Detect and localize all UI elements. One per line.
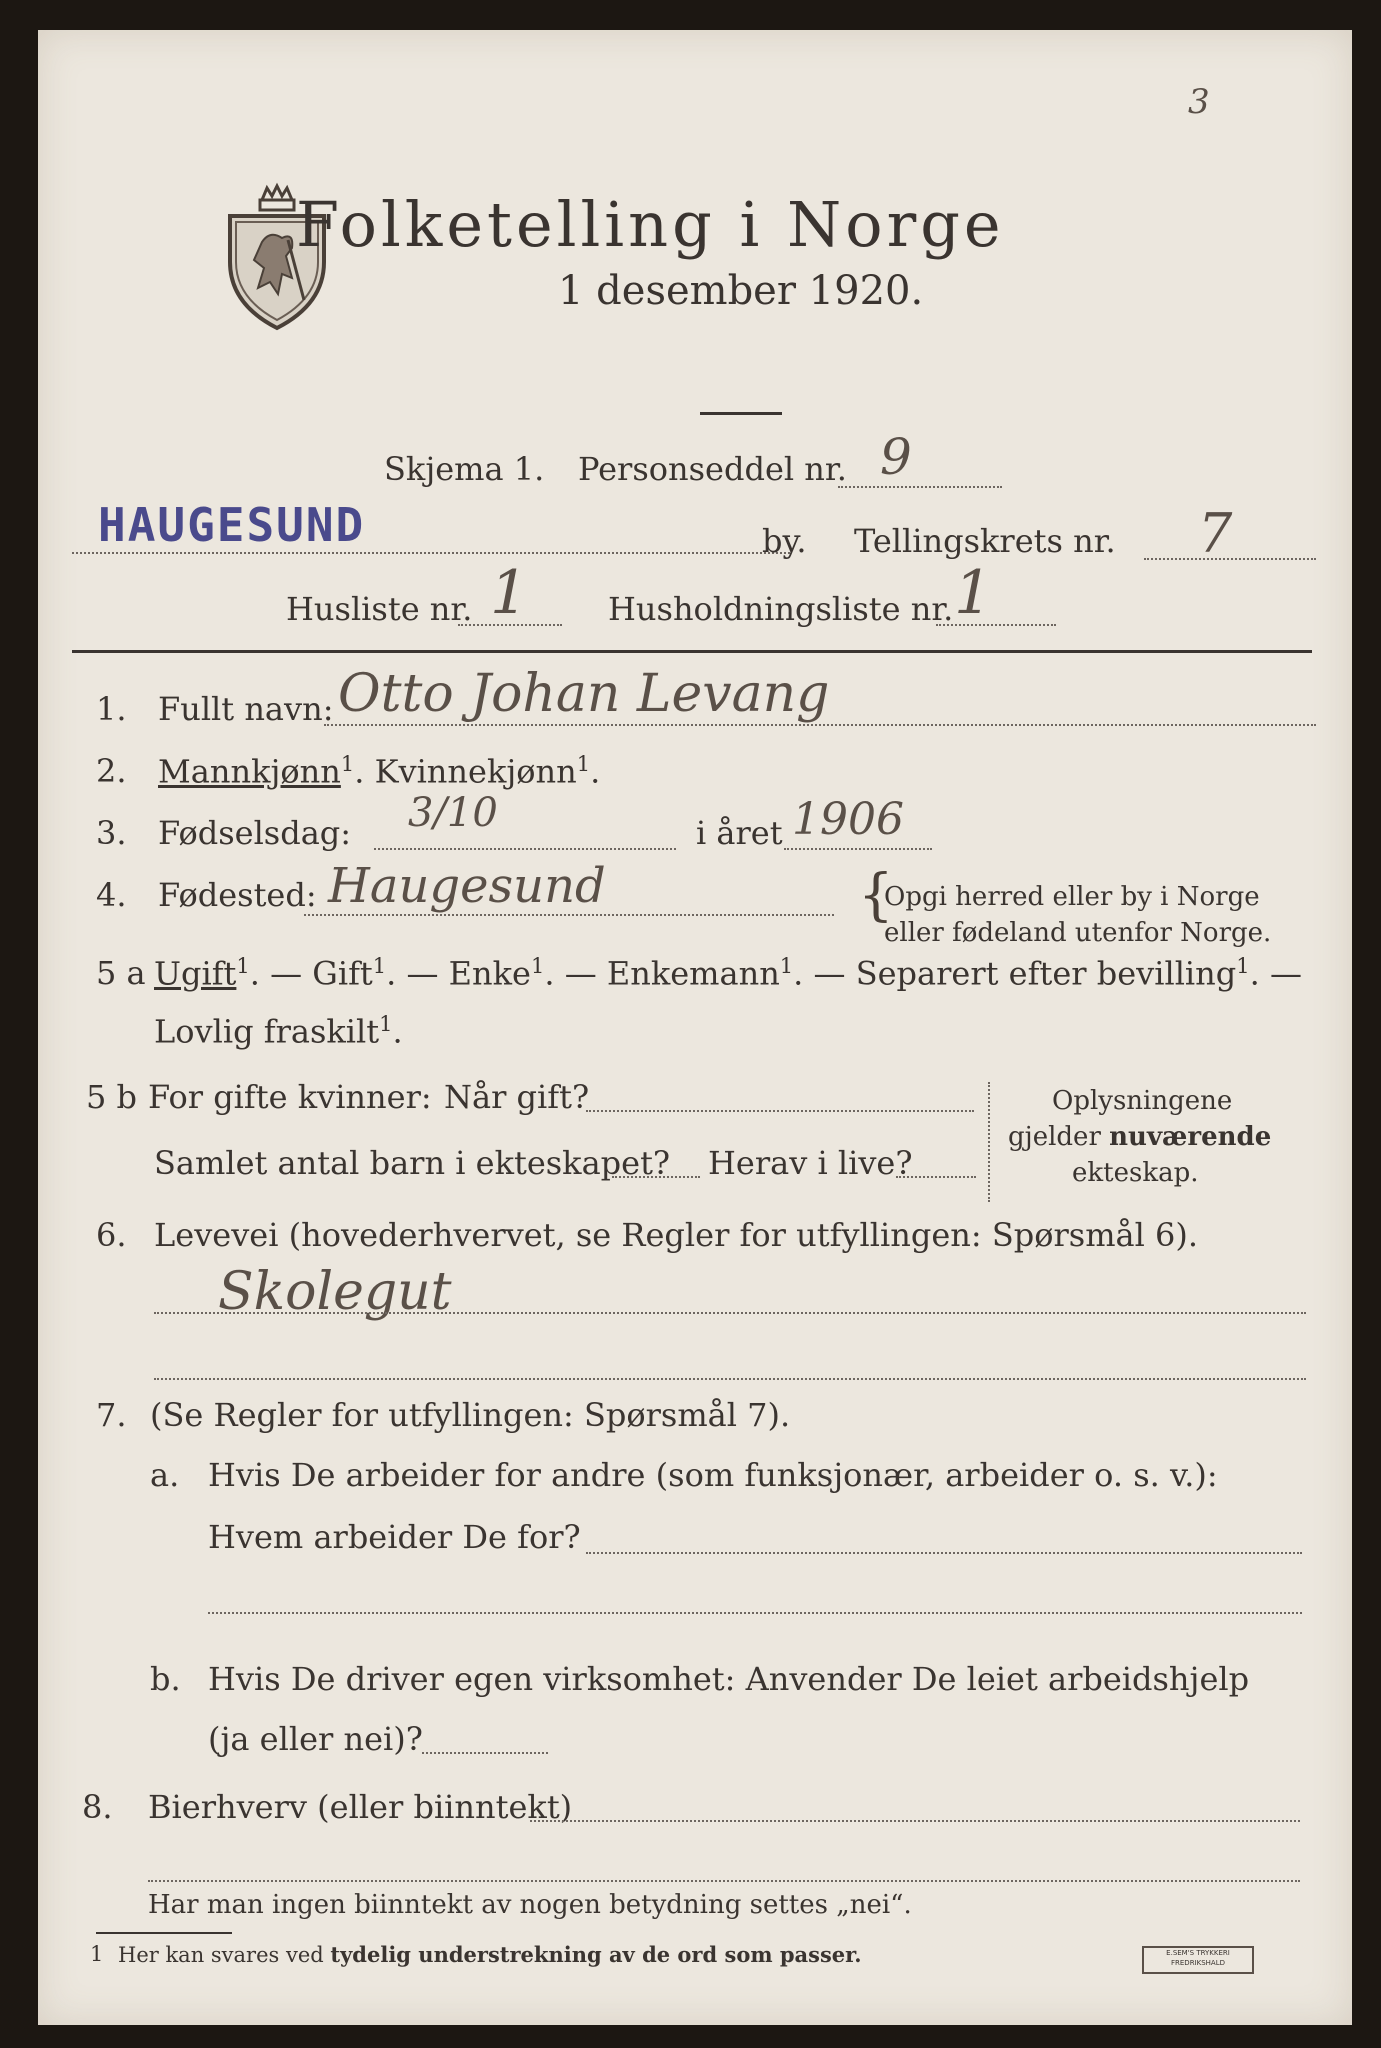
q4-number: 4. bbox=[96, 876, 127, 914]
q5b-samlet: Samlet antal barn i ekteskapet? bbox=[154, 1144, 671, 1182]
q7a-letter: a. bbox=[150, 1456, 180, 1494]
q5b-note-line2: gjelder nuværende bbox=[1008, 1122, 1272, 1152]
husholdning-value: 1 bbox=[954, 558, 993, 628]
q1-full-name: Otto Johan Levang bbox=[338, 664, 830, 724]
q4-brace: { bbox=[858, 863, 894, 928]
personseddel-label: Personseddel nr. bbox=[578, 450, 847, 488]
q5b-separator bbox=[988, 1082, 991, 1202]
q6-line2 bbox=[154, 1378, 1306, 1380]
city-stamp: HAUGESUND bbox=[98, 498, 366, 552]
q7a-line1: Hvis De arbeider for andre (som funksjonær, arbeider o. s. v.): bbox=[208, 1456, 1218, 1494]
personseddel-line bbox=[838, 486, 1002, 488]
footnote-number: 1 bbox=[90, 1942, 104, 1966]
husholdning-label: Husholdningsliste nr. bbox=[608, 590, 954, 628]
biinntekt-note: Har man ingen biinntekt av nogen betydning settes „nei“. bbox=[148, 1890, 912, 1920]
q6-occupation: Skolegut bbox=[218, 1262, 452, 1322]
q1-number: 1. bbox=[96, 690, 127, 728]
q5b-note-line1: Oplysningene bbox=[1052, 1086, 1233, 1116]
husliste-value: 1 bbox=[490, 558, 529, 628]
q5a-marital-options: Ugift$^1$. — Gift$^1$. — Enke$^1$. — Enkemann$^1$. — Separert efter bevilling$^1$. — bbox=[154, 954, 1302, 993]
census-date: 1 desember 1920. bbox=[558, 268, 924, 314]
q5b-number: 5 b bbox=[86, 1078, 138, 1116]
q5b-note-line3: ekteskap. bbox=[1072, 1158, 1199, 1188]
q4-note-line2: eller fødeland utenfor Norge. bbox=[884, 918, 1272, 948]
q5a-number: 5 a bbox=[96, 954, 146, 992]
q5a-lovlig: Lovlig fraskilt$^1$. bbox=[154, 1012, 403, 1051]
option-male: Mannkjønn bbox=[158, 752, 341, 791]
header-rule bbox=[72, 650, 1312, 653]
page-mark: 3 bbox=[1188, 82, 1210, 122]
q5b-label: For gifte kvinner: bbox=[148, 1078, 432, 1116]
q3-number: 3. bbox=[96, 814, 127, 852]
q8-label: Bierhverv (eller biinntekt) bbox=[148, 1788, 573, 1826]
q2-sex-options: Mannkjønn$^1$. Kvinnekjønn$^1$. bbox=[158, 752, 601, 791]
q6-number: 6. bbox=[96, 1216, 127, 1254]
q2-number: 2. bbox=[96, 752, 127, 790]
q4-line bbox=[304, 914, 834, 916]
q5b-herav-line bbox=[896, 1176, 976, 1178]
q7b-answer-line bbox=[422, 1752, 548, 1754]
q7-label: (Se Regler for utfyllingen: Spørsmål 7). bbox=[150, 1396, 791, 1434]
q3-birth-date: 3/10 bbox=[408, 790, 498, 836]
q7a-answer-line1 bbox=[586, 1552, 1302, 1554]
q4-note-line1: Opgi herred eller by i Norge bbox=[884, 882, 1260, 912]
q1-line bbox=[324, 724, 1316, 726]
option-ugift: Ugift bbox=[154, 954, 237, 993]
by-label: by. bbox=[762, 522, 807, 560]
option-enkemann: Enkemann bbox=[606, 954, 780, 993]
city-line bbox=[72, 552, 790, 554]
personseddel-value: 9 bbox=[880, 428, 912, 486]
q3-birth-year: 1906 bbox=[792, 794, 904, 845]
q8-number: 8. bbox=[82, 1788, 113, 1826]
option-separert: Separert efter bevilling bbox=[855, 954, 1237, 993]
q3-year-label: i året bbox=[696, 814, 783, 852]
census-form-page bbox=[38, 30, 1352, 2025]
tellingskrets-value: 7 bbox=[1198, 502, 1233, 565]
printer-mark: E.SEM'S TRYKKERI FREDRIKSHALD bbox=[1142, 1946, 1254, 1974]
q4-label: Fødested: bbox=[158, 876, 317, 914]
q5b-naar-gift: Når gift? bbox=[444, 1078, 590, 1116]
q8-line1 bbox=[530, 1820, 1300, 1822]
q6-label: Levevei (hovederhvervet, se Regler for utfyllingen: Spørsmål 6). bbox=[154, 1216, 1199, 1254]
q3-label: Fødselsdag: bbox=[158, 814, 352, 852]
q5b-naar-gift-line bbox=[586, 1110, 974, 1112]
schema-label: Skjema 1. bbox=[384, 450, 545, 488]
q7b-letter: b. bbox=[150, 1660, 181, 1698]
q8-line2 bbox=[148, 1880, 1300, 1882]
footnote-rule bbox=[96, 1932, 232, 1934]
footnote-text: Her kan svares ved tydelig understrekning av de ord som passer. bbox=[118, 1942, 862, 1967]
tellingskrets-label: Tellingskrets nr. bbox=[854, 522, 1116, 560]
form-title: Folketelling i Norge bbox=[296, 188, 1005, 261]
q4-birthplace: Haugesund bbox=[328, 858, 606, 914]
q5b-samlet-line bbox=[612, 1176, 700, 1178]
option-gift: Gift bbox=[312, 954, 373, 993]
option-lovlig-fraskilt: Lovlig fraskilt bbox=[154, 1012, 380, 1051]
q3-date-line bbox=[374, 848, 676, 850]
husliste-label: Husliste nr. bbox=[286, 590, 473, 628]
q7a-answer-line2 bbox=[208, 1612, 1302, 1614]
q5b-herav: Herav i live? bbox=[708, 1144, 913, 1182]
option-female: Kvinnekjønn bbox=[374, 752, 577, 791]
q1-label: Fullt navn: bbox=[158, 690, 334, 728]
title-divider bbox=[700, 412, 782, 415]
q7b-line2: (ja eller nei)? bbox=[208, 1720, 423, 1758]
option-enke: Enke bbox=[448, 954, 531, 993]
q7a-line2: Hvem arbeider De for? bbox=[208, 1518, 581, 1556]
q7b-line1: Hvis De driver egen virksomhet: Anvender De leiet arbeidshjelp bbox=[208, 1660, 1250, 1698]
q6-line1 bbox=[154, 1312, 1306, 1314]
q7-number: 7. bbox=[96, 1396, 127, 1434]
q3-year-line bbox=[784, 848, 932, 850]
